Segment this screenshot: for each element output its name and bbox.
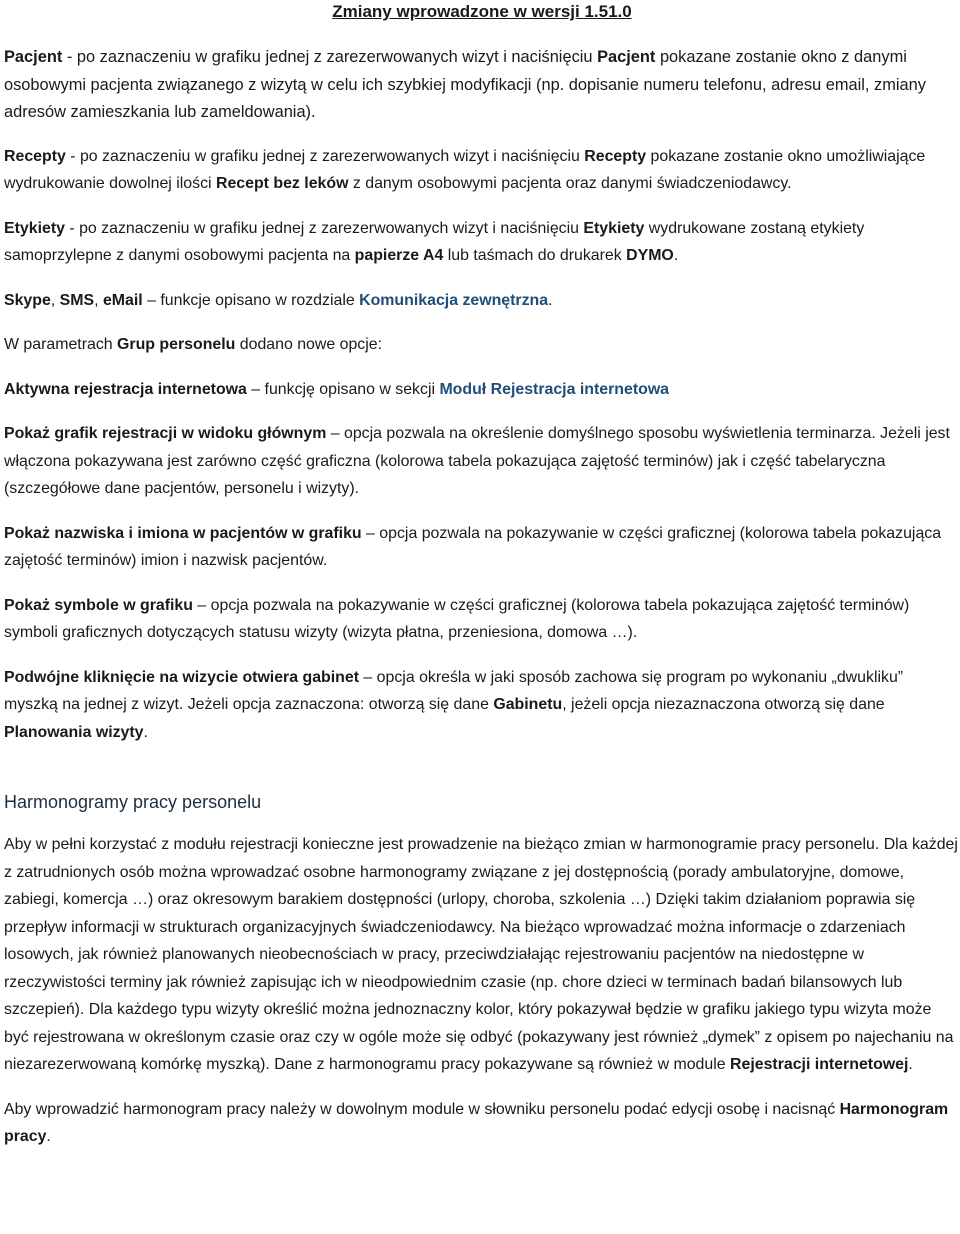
text: – funkcje opisano w rozdziale	[142, 291, 360, 309]
text: - po zaznaczeniu w grafiku jednej z zarezerwowanych wizyt i naciśnięciu	[64, 219, 584, 237]
term-recept-bez-lekow: Recept bez leków	[215, 175, 349, 192]
text: ,	[50, 291, 60, 309]
paragraph-parametry	[4, 331, 960, 359]
term-aktywna-rejestracja: Aktywna rejestracja internetowa	[4, 380, 247, 398]
term-pokaz-grafik: Pokaż grafik rejestracji w widoku głównym	[4, 425, 327, 442]
term-pokaz-symbole: Pokaż symbole w grafiku	[4, 596, 193, 614]
text: , jeżeli opcja niezaznaczona otworzą się dane	[562, 696, 885, 713]
text: .	[908, 1056, 913, 1073]
term-recepty-button: Recepty	[584, 147, 647, 165]
term-rejestracji-internetowej: Rejestracji internetowej	[730, 1056, 909, 1073]
paragraph-harmonogram-instrukcja	[4, 1096, 960, 1151]
text: – opcja pozwala na określenie domyślnego sposobu wyświetlenia terminarza. Jeżeli jest włączona pokazywana jest zarówno część graficzna (kolorowa tabela pokazująca zajętość terminów) jak i część tabelaryczna (szczegółowe dane pacjentów, personelu i wizyty).	[4, 425, 950, 497]
text: – opcja określa w jaki sposób zachowa się program po wykonaniu „dwukliku” myszką na jednej z wizyt. Jeżeli opcja zaznaczona: otworzą się dane	[4, 668, 904, 713]
text: .	[46, 1128, 51, 1145]
text: .	[673, 247, 679, 264]
paragraph-pokaz-grafik	[4, 420, 960, 503]
text: lub taśmach do drukarek	[443, 247, 627, 264]
text: pokazane zostanie okno umożliwiające wydrukowanie dowolnej ilości	[4, 147, 926, 192]
term-pacjent: Pacjent	[4, 48, 63, 66]
text: wydrukowane zostaną etykiety samoprzylepne z danymi osobowymi pacjenta na	[4, 219, 865, 264]
document-page	[0, 1, 960, 1151]
term-recepty: Recepty	[4, 147, 66, 165]
text: W parametrach	[4, 336, 118, 353]
text: – funkcję opisano w sekcji	[246, 380, 440, 398]
text: - po zaznaczeniu w grafiku jednej z zarezerwowanych wizyt i naciśnięciu	[62, 48, 598, 66]
term-email: eMail	[102, 291, 143, 309]
paragraph-komunikacja	[4, 287, 960, 315]
link-modul-rejestracja[interactable]: Moduł Rejestracja internetowa	[439, 380, 670, 398]
text: .	[548, 291, 553, 309]
link-komunikacja-zewnetrzna[interactable]: Komunikacja zewnętrzna	[359, 291, 549, 309]
paragraph-etykiety	[4, 215, 960, 270]
text: Aby wprowadzić harmonogram pracy należy w dowolnym module w słowniku personelu podać edycji osobę i nacisnąć	[4, 1100, 840, 1118]
text: ,	[94, 291, 103, 309]
text: dodano nowe opcje:	[235, 336, 383, 353]
paragraph-pokaz-symbole	[4, 592, 960, 647]
text: - po zaznaczeniu w grafiku jednej z zarezerwowanych wizyt i naciśnięciu	[65, 147, 585, 165]
text: pokazane zostanie okno z danymi osobowymi pacjenta związanego z wizytą w celu ich szybkiej modyfikacji (np. dopisanie numeru telefonu, adresu email, zmiany adresów zamieszkania lub zameldowania).	[4, 48, 926, 121]
paragraph-pokaz-nazwiska	[4, 520, 960, 575]
term-skype: Skype	[4, 291, 51, 309]
term-dymo: DYMO	[626, 247, 674, 264]
text: – opcja pozwala na pokazywanie w części graficznej (kolorowa tabela pokazująca zajętość terminów) symboli graficznych dotyczących statusu wizyty (wizyta płatna, przeniesiona, domowa …).	[4, 596, 910, 641]
text: Aby w pełni korzystać z modułu rejestracji konieczne jest prowadzenie na bieżąco zmian w harmonogramie pracy personelu. Dla każdej z zatrudnionych osób można wprowadzać osobne harmonogramy związane z jej dostępnością (porady ambulatoryjne, domowe, zabiegi, komercja …) oraz okresowym barakiem dostępności (urlopy, choroba, szkolenia …) Dzięki takim działaniom poprawia się przepływ informacji w strukturach organizacyjnych świadczeniodawcy. Na bieżąco wprowadzać można informacje o zdarzeniach losowych, jak również planowanych nieobecnościach w pracy, przeciwdziałając rejestrowaniu pacjentów na niedostępne w rzeczywistości terminy jak również zapisując ich w nieodpowiednim czasie (np. chore dzieci w terminach badań bilansowych lub szczepień). Dla każdego typu wizyty określić można jednoznaczny kolor, który pokazywał będzie w grafiku jakiego typu wizyta może być rejestrowana w określonym czasie oraz czy w ogóle może się odbyć (pokazywany jest również „dymek” z opisem po najechaniu na niezarezerwowaną komórkę myszką). Dane z harmonogramu pracy pokazywane są również w module	[4, 836, 958, 1073]
term-etykiety: Etykiety	[4, 219, 65, 237]
term-pacjent-button: Pacjent	[597, 48, 656, 66]
term-gabinetu: Gabinetu	[493, 696, 563, 713]
term-pokaz-nazwiska: Pokaż nazwiska i imiona w pacjentów w grafiku	[4, 524, 362, 542]
page-title: Zmiany wprowadzone w wersji 1.51.0	[332, 2, 632, 21]
paragraph-aktywna-rejestracja	[4, 376, 960, 404]
paragraph-recepty	[4, 143, 960, 198]
paragraph-podwojne-klikniecie	[4, 664, 960, 747]
text: z danym osobowymi pacjenta oraz danymi świadczeniodawcy.	[348, 175, 792, 192]
term-planowania-wizyty: Planowania wizyty	[4, 723, 144, 741]
term-sms: SMS	[59, 291, 95, 309]
term-podwojne-klikniecie: Podwójne kliknięcie na wizycie otwiera gabinet	[4, 668, 359, 686]
section-heading: Harmonogramy pracy personelu	[4, 792, 262, 812]
paragraph-pacjent	[4, 44, 960, 127]
text: .	[143, 723, 148, 741]
term-papier-a4: papierze A4	[354, 247, 444, 264]
paragraph-harmonogram-opis	[4, 831, 960, 1079]
term-harmonogram-pracy: Harmonogram pracy	[4, 1100, 949, 1145]
term-etykiety-button: Etykiety	[583, 219, 645, 237]
text: – opcja pozwala na pokazywanie w części graficznej (kolorowa tabela pokazująca zajętość terminów) imion i nazwisk pacjentów.	[4, 524, 942, 569]
term-grup-personelu: Grup personelu	[117, 336, 236, 353]
